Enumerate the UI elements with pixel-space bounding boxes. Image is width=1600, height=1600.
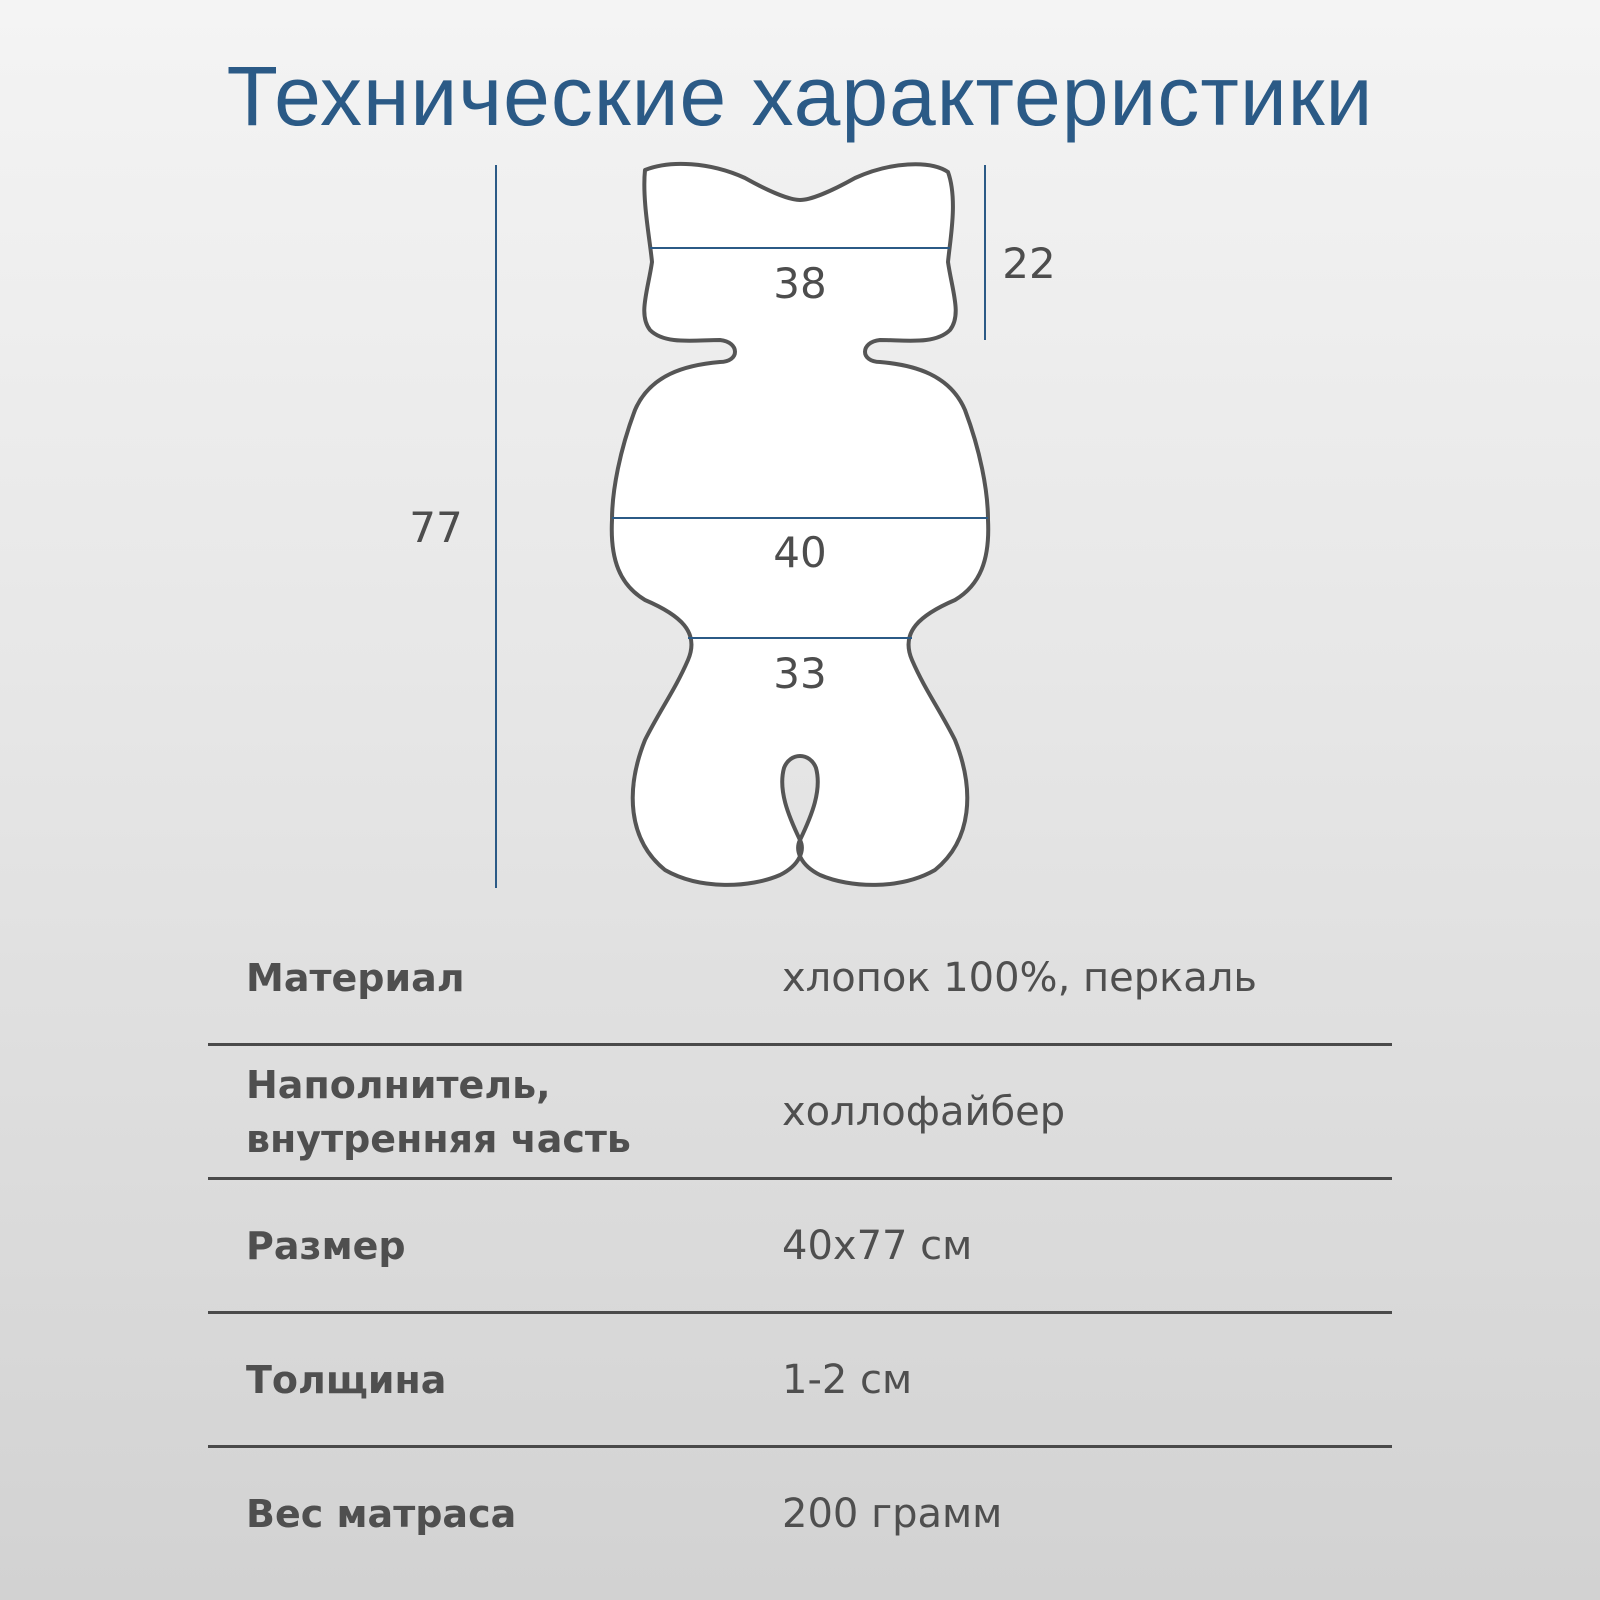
spec-value: хлопок 100%, перкаль	[782, 954, 1257, 1001]
spec-value: 40х77 см	[782, 1222, 973, 1269]
spec-name: Вес матраса	[246, 1491, 517, 1536]
spec-value: 200 грамм	[782, 1490, 1003, 1537]
head-width-label: 38	[773, 259, 827, 308]
page-title: Технические характеристики	[226, 49, 1374, 143]
spec-row-size	[208, 1180, 1392, 1314]
body-width-label: 40	[773, 528, 827, 577]
spec-row-filler	[208, 1046, 1392, 1180]
total-height-label: 77	[409, 503, 463, 552]
spec-value: 1-2 см	[782, 1356, 913, 1403]
spec-row-material	[208, 912, 1392, 1046]
head-height-label: 22	[1002, 239, 1056, 288]
spec-row-thickness	[208, 1314, 1392, 1448]
specs-table	[208, 912, 1392, 1579]
lower-width-label: 33	[773, 649, 827, 698]
spec-name: Толщина	[246, 1357, 447, 1402]
spec-name: Наполнитель, внутренняя часть	[246, 1062, 631, 1161]
spec-row-weight	[208, 1448, 1392, 1579]
spec-value: холлофайбер	[782, 1088, 1066, 1135]
spec-name: Размер	[246, 1223, 406, 1268]
spec-name: Материал	[246, 955, 465, 1000]
